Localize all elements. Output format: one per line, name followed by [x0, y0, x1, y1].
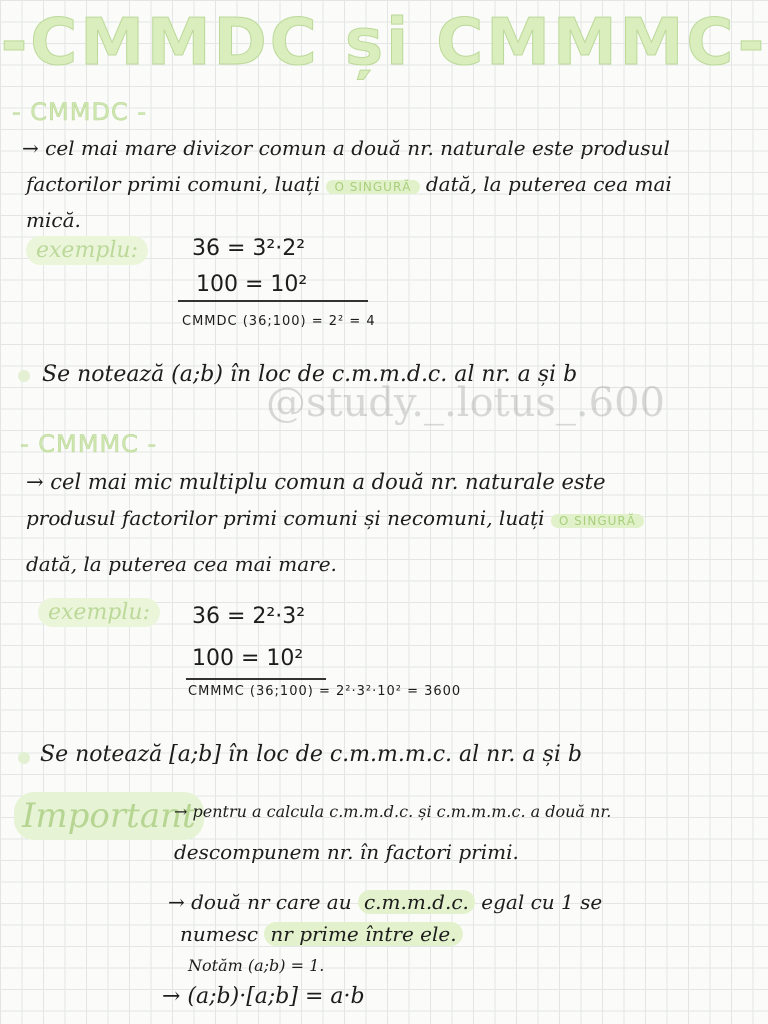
important-product-formula: → (a;b)·[a;b] = a·b: [162, 984, 365, 1009]
cmmmc-definition-line3: dată, la puterea cea mai mare.: [26, 552, 337, 576]
cmmdc-notation: Se notează (a;b) în loc de c.m.m.d.c. al nr. a și b: [42, 362, 578, 387]
important-point1-line2: descompunem nr. în factori primi.: [174, 840, 519, 864]
cmmdc-result: CMMDC (36;100) = 2² = 4: [182, 314, 376, 329]
cmmdc-def-part-a: factorilor primi comuni, luați: [26, 172, 321, 196]
cmmdc-def-part-b: dată, la puterea cea mai: [425, 172, 672, 196]
cmmmc-eq-100: 100 = 10²: [192, 646, 304, 671]
important-p2-part-a: → două nr care au: [168, 890, 352, 914]
watermark: @study._.lotus_.600: [266, 380, 665, 426]
important-p2-line2-part-a: numesc: [180, 922, 259, 946]
cmmmc-notation-bullet: [18, 752, 30, 764]
cmmdc-eq-36: 36 = 3²·2²: [192, 236, 306, 261]
cmmdc-heading: - CMMDC -: [12, 98, 147, 126]
cmmdc-eq-100: 100 = 10²: [196, 272, 308, 297]
cmmdc-once-highlight: O SINGURĂ: [326, 180, 419, 194]
cmmmc-heading: - CMMMC -: [20, 430, 158, 458]
cmmmc-once-highlight: O SINGURĂ: [551, 514, 644, 528]
cmmmc-eq-36: 36 = 2²·3²: [192, 604, 306, 629]
important-label: Important: [14, 792, 204, 840]
important-point2-line2: [180, 922, 463, 946]
cmmmc-def-part-a: produsul factorilor primi comuni și necomuni, luați: [26, 506, 545, 530]
cmmmc-definition-line1: → cel mai mic multiplu comun a două nr. naturale este: [26, 470, 606, 494]
important-cmmdc-highlight: c.m.m.d.c.: [358, 890, 475, 914]
cmmmc-result: CMMMC (36;100) = 2²·3²·10² = 3600: [188, 684, 462, 699]
important-notation-coprime: Notăm (a;b) = 1.: [188, 956, 325, 975]
cmmdc-fraction-rule: [178, 300, 368, 302]
important-point1-line1: → pentru a calcula c.m.m.d.c. și c.m.m.m.c. a două nr.: [174, 802, 612, 821]
cmmmc-notation: Se notează [a;b] în loc de c.m.m.m.c. al nr. a și b: [40, 742, 582, 767]
cmmdc-example-label: exemplu:: [26, 236, 148, 265]
cmmmc-fraction-rule: [186, 678, 326, 680]
important-p2-part-b: egal cu 1 se: [481, 890, 603, 914]
important-coprime-highlight: nr prime între ele.: [264, 922, 462, 946]
page-title: -CMMDC și CMMMC-: [0, 6, 768, 80]
cmmmc-definition-line2: [26, 506, 644, 530]
cmmdc-notation-bullet: [18, 370, 30, 382]
cmmdc-definition-line3: mică.: [26, 208, 81, 232]
important-point2-line1: [168, 890, 602, 914]
cmmdc-definition-line2: [26, 172, 672, 196]
cmmdc-definition-line1: → cel mai mare divizor comun a două nr. naturale este produsul: [22, 136, 670, 160]
cmmmc-example-label: exemplu:: [38, 598, 160, 627]
